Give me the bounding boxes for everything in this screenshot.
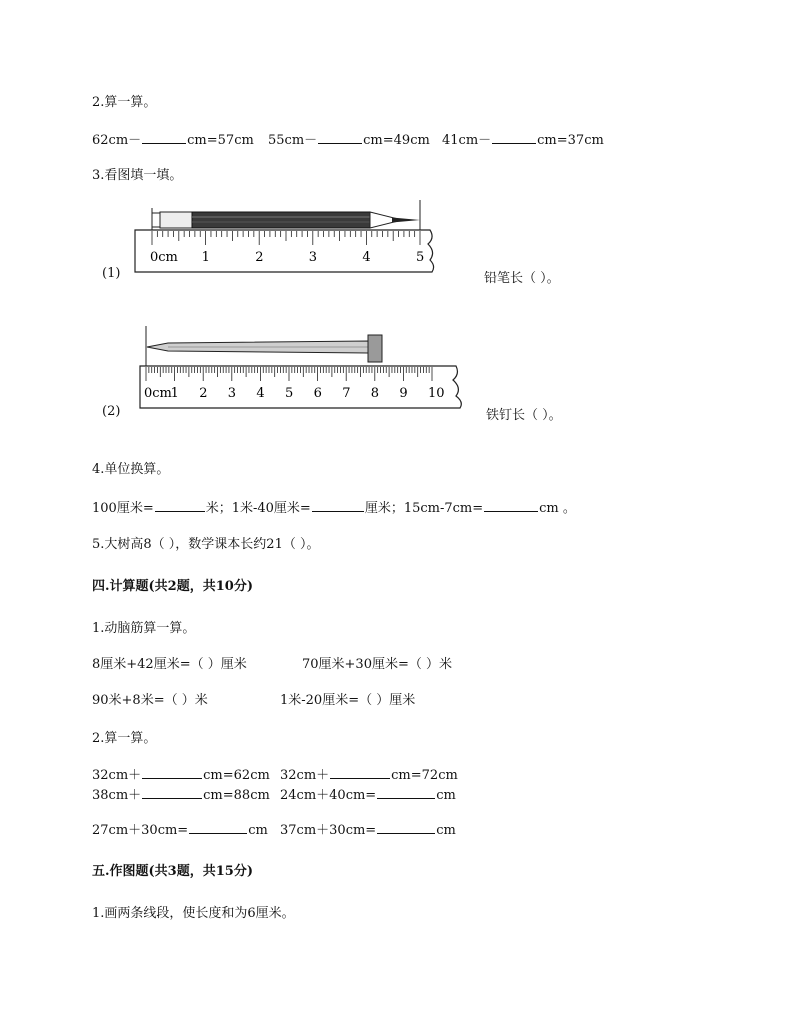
calc2-item-1	[92, 766, 270, 785]
answer-blank[interactable]	[492, 131, 536, 144]
fig2-label: (2)	[102, 404, 121, 419]
draw1-text: 1.画两条线段，使长度和为6厘米。	[92, 906, 295, 921]
section5-title: 五.作图题(共3题，共15分)	[92, 864, 253, 879]
ruler-tick-label: 4	[256, 386, 265, 401]
answer-blank[interactable]	[312, 499, 364, 512]
section4-title: 四.计算题(共2题，共10分)	[92, 579, 253, 594]
q4-part-a: 100厘米=	[92, 501, 154, 516]
q4-part-c: 厘米；15cm-7cm=	[364, 501, 484, 516]
answer-blank[interactable]	[377, 821, 435, 834]
ruler-tick-label: 8	[370, 386, 380, 401]
calc2-item-1-suffix: cm=62cm	[203, 768, 270, 783]
ruler-unit-label: 0cm	[144, 386, 172, 401]
q2-item-1-suffix: cm=57cm	[187, 133, 254, 148]
ruler-tick-label: 2	[199, 386, 208, 401]
calc2-item-5-prefix: 27cm＋30cm=	[92, 823, 189, 838]
calc1-item-3: 90米+8米=（ ）米	[92, 693, 208, 708]
pencil-ruler-figure	[130, 200, 475, 278]
calc2-item-1-prefix: 32cm＋	[92, 768, 142, 783]
calc2-item-2	[280, 766, 458, 785]
ruler-tick-label: 2	[255, 250, 264, 265]
q2-item-1-prefix: 62cm－	[92, 133, 142, 148]
q2-item-2-prefix: 55cm－	[268, 133, 318, 148]
ruler-unit-label: 0cm	[150, 250, 178, 265]
ruler-tick-label: 10	[428, 386, 445, 401]
ruler-tick-label: 3	[227, 386, 237, 401]
ruler-icon	[135, 230, 434, 272]
calc2-item-4-prefix: 24cm＋40cm=	[280, 788, 377, 803]
q4-part-b: 米；1米-40厘米=	[205, 501, 311, 516]
ruler-tick-label: 9	[399, 386, 408, 401]
q2-item-3-suffix: cm=37cm	[537, 133, 604, 148]
ruler-tick-label: 1	[170, 386, 179, 401]
answer-blank[interactable]	[330, 766, 390, 779]
answer-blank[interactable]	[142, 786, 202, 799]
ruler-tick-label: 1	[201, 250, 210, 265]
answer-blank[interactable]	[484, 499, 538, 512]
fig2-caption: 铁钉长（ ）。	[486, 408, 562, 423]
pencil-icon	[152, 212, 420, 228]
answer-blank[interactable]	[142, 766, 202, 779]
q4-part-d: cm 。	[539, 501, 576, 516]
calc2-item-4-suffix: cm	[436, 788, 456, 803]
ruler-tick-label: 7	[342, 386, 351, 401]
nail-icon	[147, 335, 382, 362]
calc2-item-3-suffix: cm=88cm	[203, 788, 270, 803]
ruler-tick-label: 5	[285, 386, 294, 401]
answer-blank[interactable]	[189, 821, 247, 834]
calc2-title: 2.算一算。	[92, 731, 157, 746]
fig1-label: (1)	[102, 266, 121, 281]
calc2-item-6	[280, 821, 456, 840]
q2-item-2-suffix: cm=49cm	[363, 133, 430, 148]
answer-blank[interactable]	[377, 786, 435, 799]
q2-item-1	[92, 131, 254, 150]
q3-title: 3.看图填一填。	[92, 168, 183, 183]
answer-blank[interactable]	[318, 131, 362, 144]
calc2-item-5	[92, 821, 268, 840]
calc2-item-6-prefix: 37cm＋30cm=	[280, 823, 377, 838]
ruler-tick-label: 3	[308, 250, 318, 265]
calc2-item-2-suffix: cm=72cm	[391, 768, 458, 783]
ruler-tick-label: 4	[362, 250, 371, 265]
calc2-item-3-prefix: 38cm＋	[92, 788, 142, 803]
nail-ruler-figure	[138, 326, 483, 412]
q2-item-3-prefix: 41cm－	[442, 133, 492, 148]
calc2-item-5-suffix: cm	[248, 823, 268, 838]
calc1-item-2: 70厘米+30厘米=（ ）米	[302, 657, 453, 672]
calc1-item-1: 8厘米+42厘米=（ ）厘米	[92, 657, 247, 672]
calc1-item-4: 1米-20厘米=（ ）厘米	[280, 693, 416, 708]
q2-title: 2.算一算。	[92, 95, 157, 110]
calc2-item-2-prefix: 32cm＋	[280, 768, 330, 783]
q2-item-3	[442, 131, 604, 150]
calc2-item-4	[280, 786, 456, 805]
fig1-caption: 铅笔长（ ）。	[484, 271, 560, 286]
q2-item-2	[268, 131, 430, 150]
q4-row	[92, 499, 576, 518]
calc2-item-6-suffix: cm	[436, 823, 456, 838]
calc2-item-3	[92, 786, 270, 805]
answer-blank[interactable]	[155, 499, 205, 512]
q4-title: 4.单位换算。	[92, 462, 170, 477]
calc1-title: 1.动脑筋算一算。	[92, 621, 196, 636]
q5-text: 5.大树高8（ ），数学课本长约21（ ）。	[92, 537, 320, 552]
ruler-tick-label: 5	[416, 250, 425, 265]
ruler-tick-label: 6	[313, 386, 322, 401]
answer-blank[interactable]	[142, 131, 186, 144]
